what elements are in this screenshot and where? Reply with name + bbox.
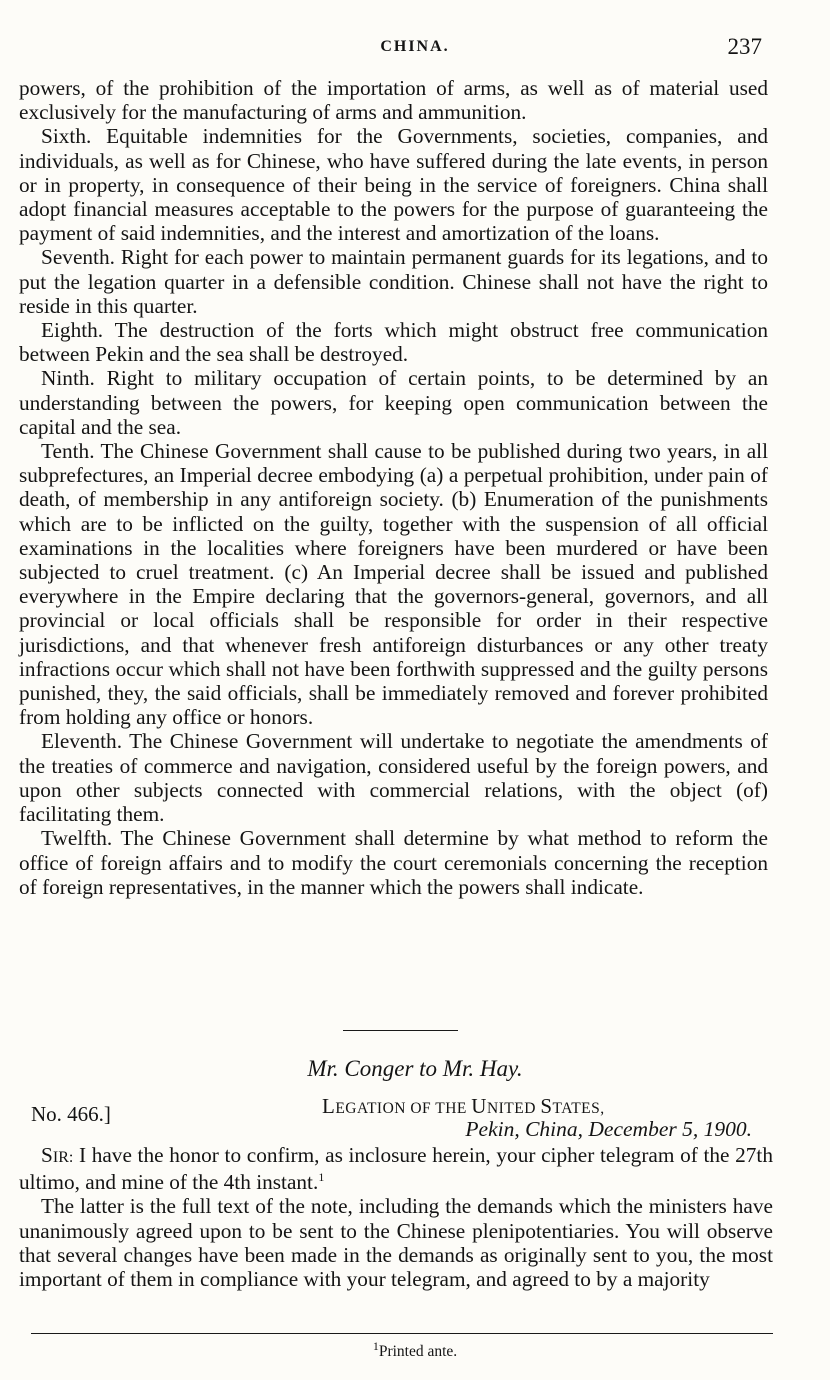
footnote (0, 1338, 830, 1361)
paragraph-eleventh: Eleventh. The Chinese Government will undertake to negotiate the amendments of the treaties of commerce and navigation, considered useful by the foreign powers, and upon other subjects connected with commercial relations, with the object (of) facilitating them. (19, 729, 768, 827)
letter-paragraph-1 (19, 1143, 773, 1194)
legation-line (322, 1094, 605, 1119)
section-divider (343, 1030, 458, 1031)
legation-text-3: TATES, (552, 1100, 605, 1117)
page-number: 237 (727, 34, 762, 59)
running-title: CHINA. (380, 38, 450, 55)
legation-initial-s: S (540, 1094, 553, 1118)
footnote-marker: 1 (372, 1338, 379, 1353)
place-date: Pekin, China, December 5, 1900. (465, 1117, 752, 1141)
footnote-reference: 1 (318, 1170, 325, 1185)
legation-initial-l: L (322, 1094, 336, 1118)
legation-text-1: EGATION OF THE (335, 1100, 472, 1117)
paragraph-arms-prohibition: powers, of the prohibition of the importation of arms, as well as of material used exclusively for the manufacturing of arms and ammunition. (19, 76, 768, 125)
legation-text-2: NITED (486, 1100, 541, 1117)
footnote-text: Printed ante. (378, 1343, 458, 1360)
paragraph-ninth: Ninth. Right to military occupation of certain points, to be determined by an understanding between the powers, for keeping open communication between the capital and the sea. (19, 366, 768, 439)
letter-heading: Mr. Conger to Mr. Hay. (307, 1056, 523, 1081)
paragraph-eighth: Eighth. The destruction of the forts which might obstruct free communication between Pekin and the sea shall be destroyed. (19, 318, 768, 367)
paragraph-seventh: Seventh. Right for each power to maintain permanent guards for its legations, and to put the legation quarter in a defensible condition. Chinese shall not have the right to reside in this quarter. (19, 245, 768, 318)
footnote-rule (31, 1333, 773, 1334)
letter-paragraph-2: The latter is the full text of the note, including the demands which the ministers have unanimously agreed upon to be sent to the Chinese plenipotentiaries. You will observe that several changes have been made in the demands as originally sent to you, the most important of them in compliance with your telegram, and agreed to by a majority (19, 1194, 773, 1292)
treaty-demands-text (19, 76, 768, 899)
dispatch-number: No. 466.] (31, 1102, 111, 1126)
letter-paragraph-1-text: I have the honor to confirm, as inclosure herein, your cipher telegram of the 27th ultimo, and mine of the 4th instant. (19, 1143, 773, 1195)
paragraph-tenth: Tenth. The Chinese Government shall cause to be published during two years, in all subprefectures, an Imperial decree embodying (a) a perpetual prohibition, under pain of death, of membership in any antiforeign society. (b) Enumeration of the punishments which are to be inflicted on the guilty, together with the suspension of all official examinations in the localities where foreigners have been murdered or have been subjected to cruel treatment. (c) An Imperial decree shall be issued and published everywhere in the Empire declaring that the governors-general, governors, and all provincial or local officials shall be responsible for order in their respective jurisdictions, and that whenever fresh antiforeign disturbances or any other treaty infractions occur which shall not have been forthwith suppressed and the guilty persons punished, they, the said officials, shall be immediately removed and forever prohibited from holding any office or honors. (19, 439, 768, 730)
legation-initial-u: U (471, 1094, 487, 1118)
letter-body (19, 1143, 773, 1291)
paragraph-twelfth: Twelfth. The Chinese Government shall determine by what method to reform the office of foreign affairs and to modify the court ceremonials concerning the reception of foreign representatives, in the manner which the powers shall indicate. (19, 826, 768, 899)
salutation-rest: IR: (52, 1149, 74, 1166)
paragraph-sixth: Sixth. Equitable indemnities for the Governments, societies, companies, and individuals, as well as for Chinese, who have suffered during the late events, in person or in property, in consequence of their being in the service of foreigners. China shall adopt financial measures acceptable to the powers for the purpose of guaranteeing the payment of said indemnities, and the interest and amortization of the loans. (19, 124, 768, 246)
salutation-initial: S (41, 1143, 53, 1167)
running-head (0, 34, 830, 64)
